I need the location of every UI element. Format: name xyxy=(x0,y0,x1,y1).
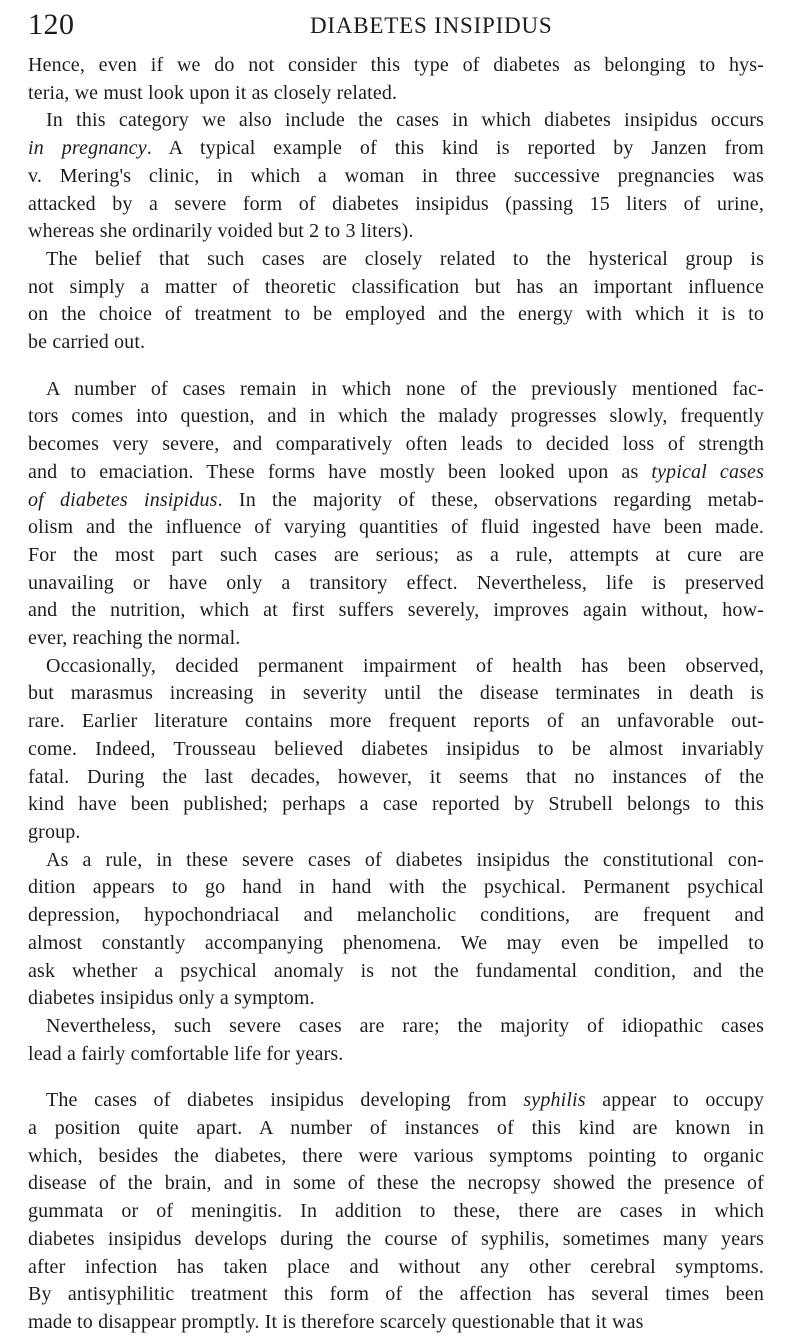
text-line: unavailing or have only a transitory effect. Nevertheless, life is preserved xyxy=(28,571,764,594)
text-line: ever, reaching the normal. xyxy=(28,627,241,650)
text-line: and to emaciation. These forms have mostly been looked upon as typical cases xyxy=(28,460,764,483)
page-header xyxy=(28,8,770,48)
paragraph xyxy=(28,653,764,847)
text-line: group. xyxy=(28,820,81,843)
text-line: kind have been published; perhaps a case reported by Strubell belongs to this xyxy=(28,793,764,816)
paragraph xyxy=(28,107,764,246)
text-line: In this category we also include the cases in which diabetes insipidus occurs xyxy=(46,109,764,132)
text-line: diabetes insipidus only a symptom. xyxy=(28,987,315,1010)
text-line: on the choice of treatment to be employed and the energy with which it is to xyxy=(28,303,764,326)
text-line: disease of the brain, and in some of these the necropsy showed the presence of xyxy=(28,1172,764,1195)
paragraph xyxy=(28,246,764,357)
text-line: The cases of diabetes insipidus developing from syphilis appear to occupy xyxy=(46,1089,764,1112)
text-line: The belief that such cases are closely related to the hysterical group is xyxy=(46,247,764,270)
text-line: becomes very severe, and comparatively often leads to decided loss of strength xyxy=(28,433,764,456)
running-title: DIABETES INSIPIDUS xyxy=(310,13,553,38)
text-line: almost constantly accompanying phenomena. We may even be impelled to xyxy=(28,931,764,954)
text-line: a position quite apart. A number of instances of this kind are known in xyxy=(28,1117,764,1140)
text-line: Nevertheless, such severe cases are rare; the majority of idiopathic cases xyxy=(46,1014,764,1037)
text-line: but marasmus increasing in severity until the disease terminates in death is xyxy=(28,682,764,705)
text-line: dition appears to go hand in hand with the psychical. Permanent psychical xyxy=(28,876,764,899)
body-text xyxy=(28,52,764,1337)
section-gap xyxy=(28,1068,764,1087)
text-line: Hence, even if we do not consider this type of diabetes as belonging to hys- xyxy=(28,54,764,76)
text-line: diabetes insipidus develops during the course of syphilis, sometimes many years xyxy=(28,1227,764,1250)
text-line: after infection has taken place and without any other cerebral symptoms. xyxy=(28,1255,764,1278)
page-number: 120 xyxy=(28,8,75,41)
text-line: come. Indeed, Trousseau believed diabetes insipidus to be almost invariably xyxy=(28,737,764,760)
text-line: in pregnancy. A typical example of this kind is reported by Janzen from xyxy=(28,137,764,160)
text-line: be carried out. xyxy=(28,331,146,354)
text-line: A number of cases remain in which none of the previously mentioned fac- xyxy=(46,377,764,400)
text-line: which, besides the diabetes, there were various symptoms pointing to organic xyxy=(28,1144,764,1167)
text-line: of diabetes insipidus. In the majority of these, observations regarding metab- xyxy=(28,488,764,511)
text-line: As a rule, in these severe cases of diabetes insipidus the constitutional con- xyxy=(46,848,764,871)
text-line: v. Mering's clinic, in which a woman in three successive pregnancies was xyxy=(28,164,764,187)
paragraph xyxy=(28,376,764,653)
text-line: rare. Earlier literature contains more frequent reports of an unfavorable out- xyxy=(28,710,764,733)
paragraph xyxy=(28,52,764,107)
text-line: teria, we must look upon it as closely related. xyxy=(28,81,398,104)
text-line: not simply a matter of theoretic classification but has an important influence xyxy=(28,275,764,298)
text-line: gummata or of meningitis. In addition to these, there are cases in which xyxy=(28,1200,764,1223)
paragraph xyxy=(28,1013,764,1068)
text-line: lead a fairly comfortable life for years. xyxy=(28,1042,344,1065)
text-line: ask whether a psychical anomaly is not the fundamental condition, and the xyxy=(28,959,764,982)
text-line: By antisyphilitic treatment this form of the affection has several times been xyxy=(28,1283,764,1306)
text-line: For the most part such cases are serious; as a rule, attempts at cure are xyxy=(28,543,764,566)
text-line: olism and the influence of varying quantities of fluid ingested have been made. xyxy=(28,516,764,539)
text-line: whereas she ordinarily voided but 2 to 3 liters). xyxy=(28,220,414,243)
text-line: and the nutrition, which at first suffers severely, improves again without, how- xyxy=(28,599,764,622)
text-line: made to disappear promptly. It is therefore scarcely questionable that it was xyxy=(28,1310,644,1333)
text-line: fatal. During the last decades, however, it seems that no instances of the xyxy=(28,765,764,788)
paragraph xyxy=(28,1087,764,1336)
text-line: attacked by a severe form of diabetes insipidus (passing 15 liters of urine, xyxy=(28,192,764,215)
text-line: Occasionally, decided permanent impairment of health has been observed, xyxy=(46,654,764,677)
text-line: depression, hypochondriacal and melancholic conditions, are frequent and xyxy=(28,904,764,927)
paragraph xyxy=(28,847,764,1013)
section-gap xyxy=(28,357,764,376)
text-line: tors comes into question, and in which the malady progresses slowly, frequently xyxy=(28,405,764,428)
